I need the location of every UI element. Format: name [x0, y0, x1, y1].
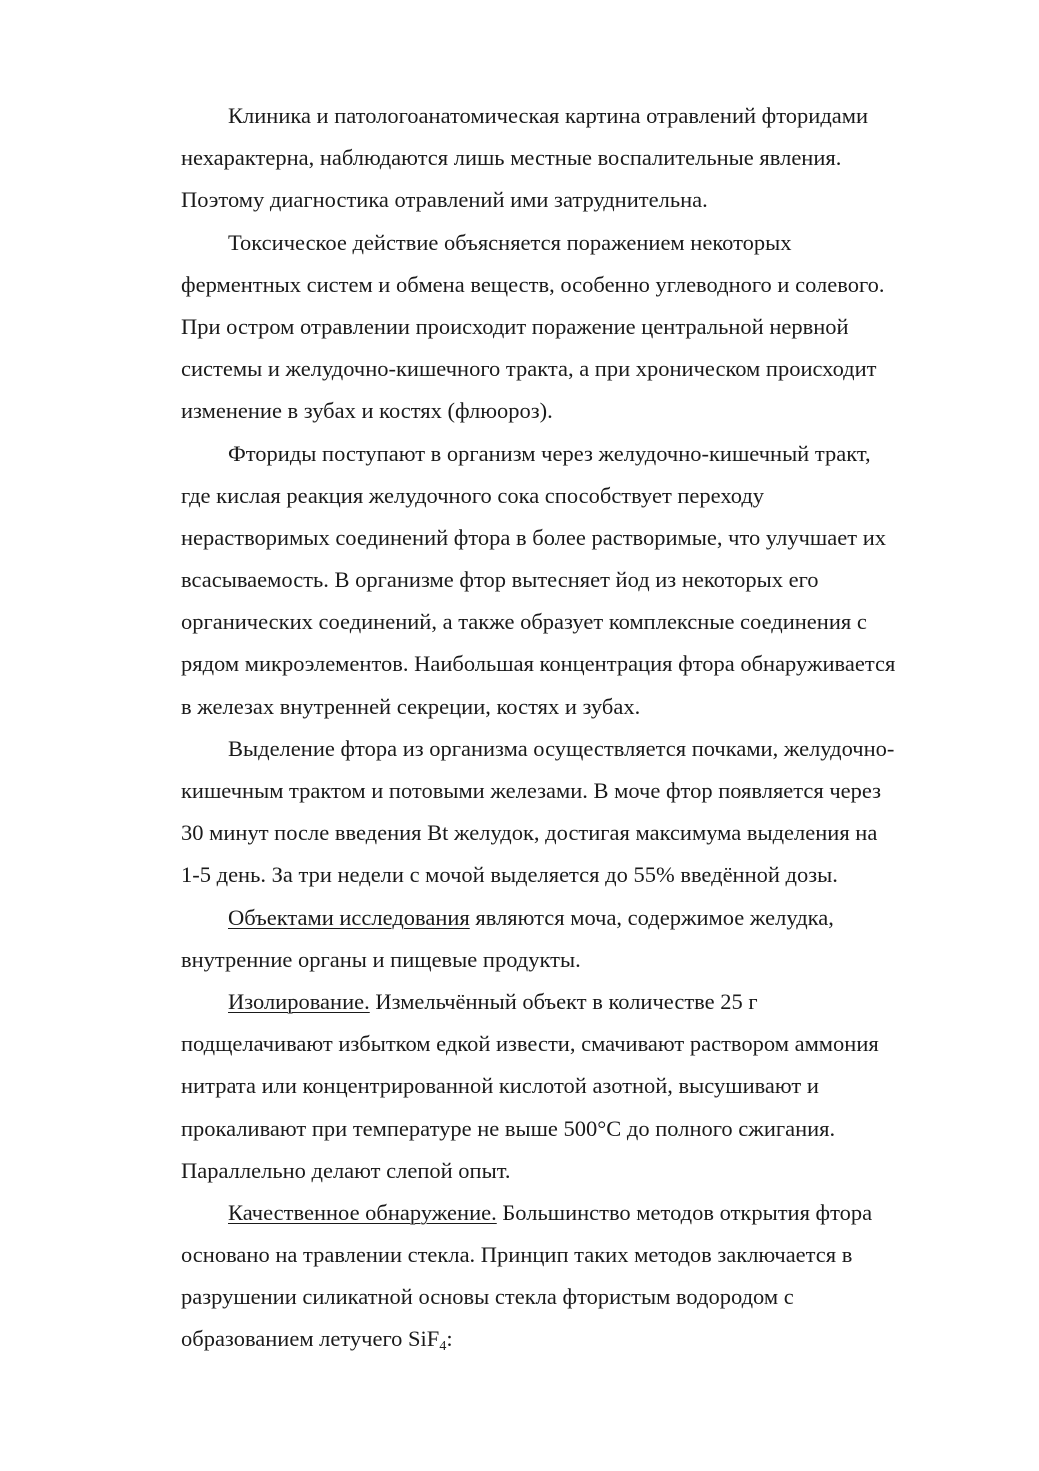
text-line: Фториды поступают в организм через желудочно-кишечный тракт, [228, 440, 871, 466]
paragraph [181, 222, 971, 433]
text-line: 30 минут после введения Bt желудок, достигая максимума выделения на [181, 820, 878, 846]
paragraph [181, 897, 971, 981]
text-line: основано на травлении стекла. Принцип таких методов заключается в [181, 1242, 853, 1268]
text-line: органических соединений, а также образует комплексные соединения с [181, 609, 867, 635]
text-line: в железах внутренней секреции, костях и зубах. [181, 693, 641, 719]
text-line: где кислая реакция желудочного сока способствует переходу [181, 482, 765, 508]
paragraph [181, 95, 971, 222]
text-run: являются моча, содержимое желудка, [469, 904, 834, 930]
section-heading: Объектами исследования [228, 904, 470, 930]
text-line: Параллельно делают слепой опыт. [181, 1157, 511, 1183]
paragraph [181, 433, 971, 728]
text-line: Токсическое действие объясняется поражением некоторых [228, 229, 792, 255]
text-line: кишечным трактом и потовыми железами. В моче фтор появляется через [181, 778, 882, 803]
text-line: нитрата или концентрированной кислотой азотной, высушивают и [181, 1073, 819, 1099]
text-run: : [446, 1326, 453, 1352]
text-line: Поэтому диагностика отравлений ими затруднительна. [181, 187, 708, 213]
text-run: Большинство методов открытия фтора [496, 1199, 873, 1225]
text-line: нерастворимых соединений фтора в более растворимые, что улучшает их [181, 524, 886, 550]
subscript: 4 [439, 1339, 447, 1355]
text-line: изменение в зубах и костях (флюороз). [181, 398, 553, 424]
text-line: 1-5 день. За три недели с мочой выделяется до 55% введённой дозы. [181, 862, 838, 888]
paragraph [181, 981, 971, 1192]
paragraph [181, 1192, 971, 1361]
text-line: разрушении силикатной основы стекла фтористым водородом с [181, 1284, 794, 1310]
text-line: прокаливают при температуре не выше 500°С до полного сжигания. [181, 1115, 836, 1141]
text-run: образованием летучего SiF [181, 1326, 440, 1352]
text-line [181, 981, 971, 1023]
text-line: При остром отравлении происходит поражение центральной нервной [181, 313, 849, 339]
text-line: Клиника и патологоанатомическая картина отравлений фторидами [228, 103, 869, 128]
text-line: системы и желудочно-кишечного тракта, а при хроническом происходит [181, 356, 877, 382]
text-line: ферментных систем и обмена веществ, особенно углеводного и солевого. [181, 271, 885, 297]
text-line [181, 1318, 971, 1360]
text-line: всасываемость. В организме фтор вытесняет йод из некоторых его [181, 567, 819, 593]
section-heading: Изолирование. [228, 988, 370, 1014]
text-line: Выделение фтора из организма осуществляется почками, желудочно- [228, 735, 895, 761]
text-line: внутренние органы и пищевые продукты. [181, 946, 581, 972]
text-run: Измельчённый объект в количестве 25 г [369, 988, 758, 1014]
text-line: подщелачивают избытком едкой извести, смачивают раствором аммония [181, 1031, 879, 1057]
text-line: рядом микроэлементов. Наибольшая концентрация фтора обнаруживается [181, 651, 896, 677]
text-line [181, 897, 971, 939]
paragraph [181, 728, 971, 897]
text-line [181, 1192, 971, 1234]
document-body [181, 95, 971, 1361]
text-line: нехарактерна, наблюдаются лишь местные воспалительные явления. [181, 145, 842, 171]
section-heading: Качественное обнаружение. [228, 1199, 497, 1225]
